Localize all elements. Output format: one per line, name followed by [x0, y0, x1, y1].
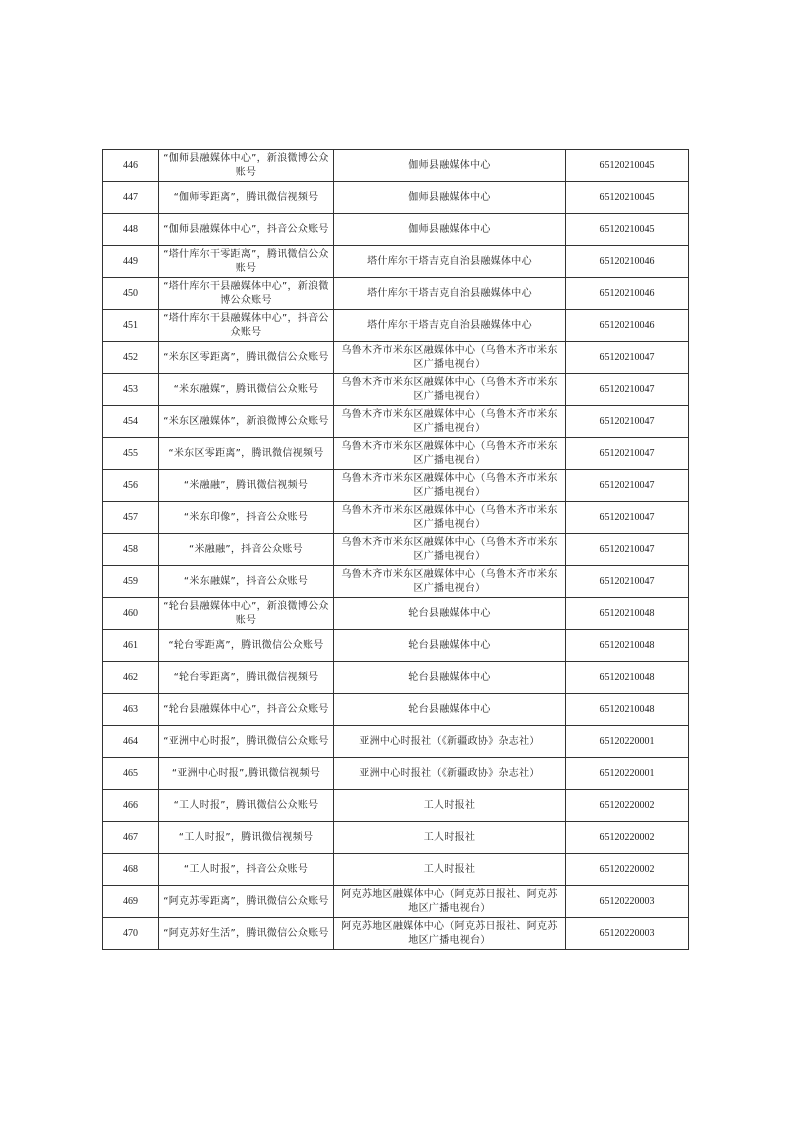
table-row: [103, 534, 689, 566]
organization-name: 塔什库尔干塔吉克自治县融媒体中心: [334, 278, 566, 310]
license-code: 65120210048: [566, 630, 689, 662]
table-row: [103, 598, 689, 630]
license-code: 65120210047: [566, 438, 689, 470]
organization-name: 阿克苏地区融媒体中心（阿克苏日报社、阿克苏地区广播电视台）: [334, 918, 566, 950]
account-name: “米东区零距离”，腾讯微信公众账号: [159, 342, 334, 374]
license-code: 65120210045: [566, 182, 689, 214]
row-number: 461: [103, 630, 159, 662]
organization-name: 工人时报社: [334, 790, 566, 822]
table-row: [103, 662, 689, 694]
account-name: “亚洲中心时报”，腾讯微信公众账号: [159, 726, 334, 758]
table-row: [103, 150, 689, 182]
account-name: “米融融”，腾讯微信视频号: [159, 470, 334, 502]
organization-name: 亚洲中心时报社（《新疆政协》杂志社）: [334, 726, 566, 758]
organization-name: 亚洲中心时报社（《新疆政协》杂志社）: [334, 758, 566, 790]
account-name: “米东区融媒体”，新浪微博公众账号: [159, 406, 334, 438]
row-number: 449: [103, 246, 159, 278]
account-name: “伽师零距离”，腾讯微信视频号: [159, 182, 334, 214]
license-code: 65120220002: [566, 790, 689, 822]
organization-name: 乌鲁木齐市米东区融媒体中心（乌鲁木齐市米东区广播电视台）: [334, 566, 566, 598]
organization-name: 乌鲁木齐市米东区融媒体中心（乌鲁木齐市米东区广播电视台）: [334, 406, 566, 438]
account-name: “米融融”，抖音公众账号: [159, 534, 334, 566]
organization-name: 伽师县融媒体中心: [334, 150, 566, 182]
row-number: 447: [103, 182, 159, 214]
row-number: 454: [103, 406, 159, 438]
account-name: “工人时报”，腾讯微信视频号: [159, 822, 334, 854]
row-number: 459: [103, 566, 159, 598]
table-row: [103, 406, 689, 438]
table-row: [103, 438, 689, 470]
account-name: “轮台县融媒体中心”，抖音公众账号: [159, 694, 334, 726]
account-name: “塔什库尔干县融媒体中心”，新浪微博公众账号: [159, 278, 334, 310]
license-code: 65120220002: [566, 854, 689, 886]
row-number: 470: [103, 918, 159, 950]
row-number: 448: [103, 214, 159, 246]
row-number: 464: [103, 726, 159, 758]
table-row: [103, 854, 689, 886]
registry-table-body: [103, 150, 689, 950]
table-row: [103, 342, 689, 374]
row-number: 468: [103, 854, 159, 886]
row-number: 453: [103, 374, 159, 406]
table-row: [103, 278, 689, 310]
license-code: 65120220003: [566, 886, 689, 918]
row-number: 460: [103, 598, 159, 630]
account-name: “米东区零距离”，腾讯微信视频号: [159, 438, 334, 470]
table-row: [103, 374, 689, 406]
table-row: [103, 694, 689, 726]
table-row: [103, 214, 689, 246]
table-row: [103, 246, 689, 278]
account-name: “阿克苏好生活”，腾讯微信公众账号: [159, 918, 334, 950]
table-row: [103, 726, 689, 758]
organization-name: 工人时报社: [334, 854, 566, 886]
row-number: 451: [103, 310, 159, 342]
table-row: [103, 630, 689, 662]
license-code: 65120210048: [566, 598, 689, 630]
registry-table: [102, 149, 689, 950]
license-code: 65120210047: [566, 502, 689, 534]
license-code: 65120220003: [566, 918, 689, 950]
license-code: 65120210045: [566, 214, 689, 246]
organization-name: 乌鲁木齐市米东区融媒体中心（乌鲁木齐市米东区广播电视台）: [334, 438, 566, 470]
table-row: [103, 790, 689, 822]
row-number: 446: [103, 150, 159, 182]
organization-name: 乌鲁木齐市米东区融媒体中心（乌鲁木齐市米东区广播电视台）: [334, 342, 566, 374]
account-name: “伽师县融媒体中心”，新浪微博公众账号: [159, 150, 334, 182]
row-number: 455: [103, 438, 159, 470]
license-code: 65120210047: [566, 342, 689, 374]
license-code: 65120210046: [566, 246, 689, 278]
account-name: “塔什库尔干零距离”，腾讯微信公众账号: [159, 246, 334, 278]
table-row: [103, 310, 689, 342]
license-code: 65120210046: [566, 310, 689, 342]
license-code: 65120210047: [566, 534, 689, 566]
organization-name: 伽师县融媒体中心: [334, 182, 566, 214]
row-number: 457: [103, 502, 159, 534]
organization-name: 工人时报社: [334, 822, 566, 854]
table-row: [103, 918, 689, 950]
row-number: 465: [103, 758, 159, 790]
table-row: [103, 182, 689, 214]
license-code: 65120210045: [566, 150, 689, 182]
license-code: 65120210047: [566, 406, 689, 438]
account-name: “米东印像”，抖音公众账号: [159, 502, 334, 534]
organization-name: 乌鲁木齐市米东区融媒体中心（乌鲁木齐市米东区广播电视台）: [334, 470, 566, 502]
row-number: 458: [103, 534, 159, 566]
account-name: “轮台零距离”，腾讯微信视频号: [159, 662, 334, 694]
organization-name: 轮台县融媒体中心: [334, 598, 566, 630]
organization-name: 乌鲁木齐市米东区融媒体中心（乌鲁木齐市米东区广播电视台）: [334, 534, 566, 566]
table-row: [103, 502, 689, 534]
organization-name: 轮台县融媒体中心: [334, 694, 566, 726]
row-number: 456: [103, 470, 159, 502]
table-row: [103, 822, 689, 854]
license-code: 65120210048: [566, 662, 689, 694]
table-row: [103, 758, 689, 790]
account-name: “米东融媒”，腾讯微信公众账号: [159, 374, 334, 406]
row-number: 466: [103, 790, 159, 822]
row-number: 463: [103, 694, 159, 726]
row-number: 452: [103, 342, 159, 374]
license-code: 65120220002: [566, 822, 689, 854]
license-code: 65120210048: [566, 694, 689, 726]
organization-name: 阿克苏地区融媒体中心（阿克苏日报社、阿克苏地区广播电视台）: [334, 886, 566, 918]
row-number: 469: [103, 886, 159, 918]
organization-name: 塔什库尔干塔吉克自治县融媒体中心: [334, 310, 566, 342]
license-code: 65120220001: [566, 758, 689, 790]
organization-name: 伽师县融媒体中心: [334, 214, 566, 246]
row-number: 462: [103, 662, 159, 694]
organization-name: 塔什库尔干塔吉克自治县融媒体中心: [334, 246, 566, 278]
organization-name: 乌鲁木齐市米东区融媒体中心（乌鲁木齐市米东区广播电视台）: [334, 374, 566, 406]
organization-name: 轮台县融媒体中心: [334, 630, 566, 662]
table-row: [103, 566, 689, 598]
account-name: “轮台县融媒体中心”，新浪微博公众账号: [159, 598, 334, 630]
account-name: “伽师县融媒体中心”，抖音公众账号: [159, 214, 334, 246]
license-code: 65120210047: [566, 374, 689, 406]
license-code: 65120220001: [566, 726, 689, 758]
organization-name: 轮台县融媒体中心: [334, 662, 566, 694]
account-name: “工人时报”，腾讯微信公众账号: [159, 790, 334, 822]
license-code: 65120210046: [566, 278, 689, 310]
account-name: “亚洲中心时报”,腾讯微信视频号: [159, 758, 334, 790]
row-number: 450: [103, 278, 159, 310]
license-code: 65120210047: [566, 470, 689, 502]
account-name: “阿克苏零距离”，腾讯微信公众账号: [159, 886, 334, 918]
table-row: [103, 470, 689, 502]
account-name: “塔什库尔干县融媒体中心”，抖音公众账号: [159, 310, 334, 342]
account-name: “工人时报”，抖音公众账号: [159, 854, 334, 886]
account-name: “轮台零距离”，腾讯微信公众账号: [159, 630, 334, 662]
license-code: 65120210047: [566, 566, 689, 598]
row-number: 467: [103, 822, 159, 854]
table-row: [103, 886, 689, 918]
organization-name: 乌鲁木齐市米东区融媒体中心（乌鲁木齐市米东区广播电视台）: [334, 502, 566, 534]
account-name: “米东融媒”，抖音公众账号: [159, 566, 334, 598]
